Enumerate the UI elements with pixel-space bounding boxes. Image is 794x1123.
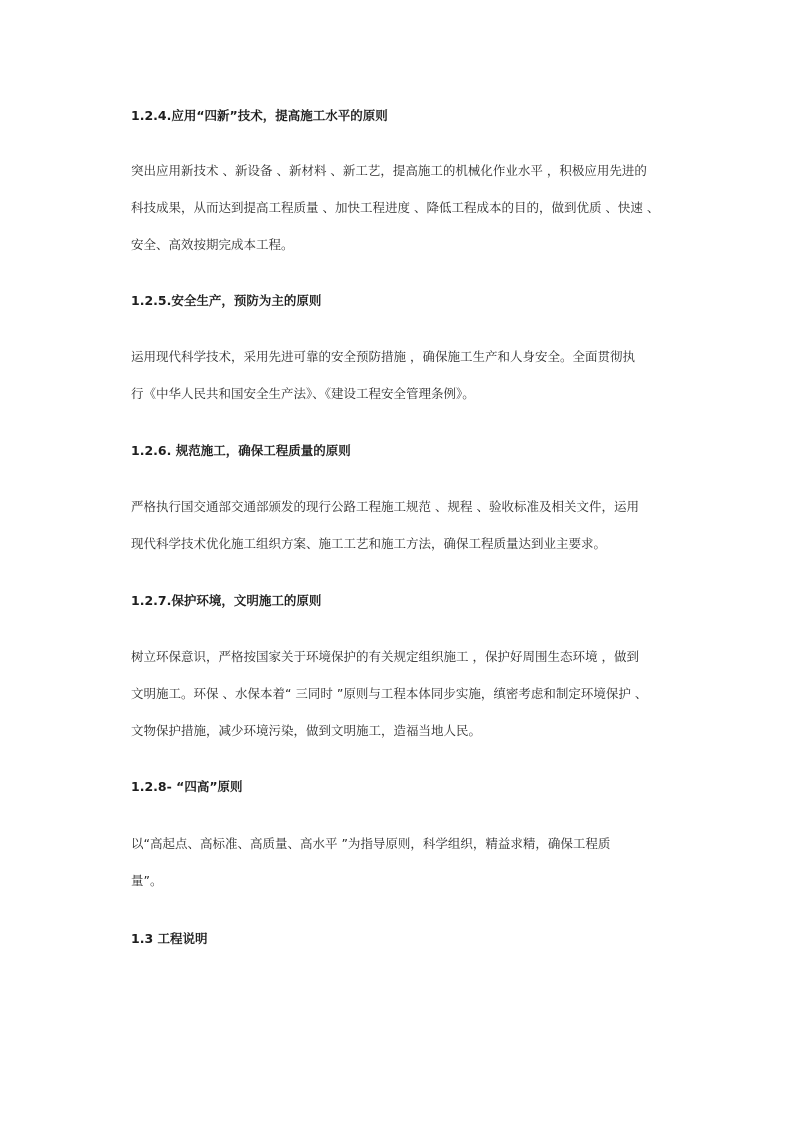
section-heading-1-2-4: 1.2.4.应用“四新”技术，提高施工水平的原则 [131,108,388,123]
section-body-1-2-7 [131,648,666,740]
section-heading-1-2-6: 1.2.6. 规范施工，确保工程质量的原则 [131,443,351,458]
body-line: 突出应用新技术 、新设备 、新材料 、新工艺，提高施工的机械化作业水平 ，积极应用先进的 [131,163,647,178]
body-line: 树立环保意识，严格按国家关于环境保护的有关规定组织施工 ，保护好周围生态环境 ，做到 [131,649,639,664]
body-line: 科技成果，从而达到提高工程质量 、加快工程进度 、降低工程成本的目的，做到优质 、快速 、 [131,200,660,215]
body-line: 严格执行国交通部交通部颁发的现行公路工程施工规范 、规程 、验收标准及相关文件，运用 [131,499,639,514]
body-line: 行《中华人民共和国安全生产法》、《建设工程安全管理条例》。 [131,386,475,401]
section-body-1-2-8 [131,835,666,890]
section-body-1-2-5 [131,348,666,403]
section-body-1-2-4 [131,162,666,254]
section-heading-1-2-5: 1.2.5.安全生产，预防为主的原则 [131,293,322,308]
section-heading-1-2-7: 1.2.7.保护环境，文明施工的原则 [131,593,322,608]
section-heading-1-2-8: 1.2.8- “四高”原则 [131,779,243,794]
body-line: 文明施工。环保 、水保本着“ 三同时 ”原则与工程本体同步实施，缜密考虑和制定环境保护 、 [131,686,648,701]
body-line: 现代科学技术优化施工组织方案、施工工艺和施工方法，确保工程质量达到业主要求。 [131,536,607,551]
body-line: 量”。 [131,873,163,888]
section-heading-1-3: 1.3 工程说明 [131,931,208,946]
body-line: 文物保护措施，减少环境污染，做到文明施工，造福当地人民。 [131,723,482,738]
body-line: 以“高起点、高标准、高质量、高水平 ”为指导原则，科学组织，精益求精，确保工程质 [131,836,611,851]
body-line: 安全、高效按期完成本工程。 [131,237,294,252]
body-line: 运用现代科学技术，采用先进可靠的安全预防措施 ，确保施工生产和人身安全。全面贯彻执 [131,349,635,364]
section-body-1-2-6 [131,498,666,553]
